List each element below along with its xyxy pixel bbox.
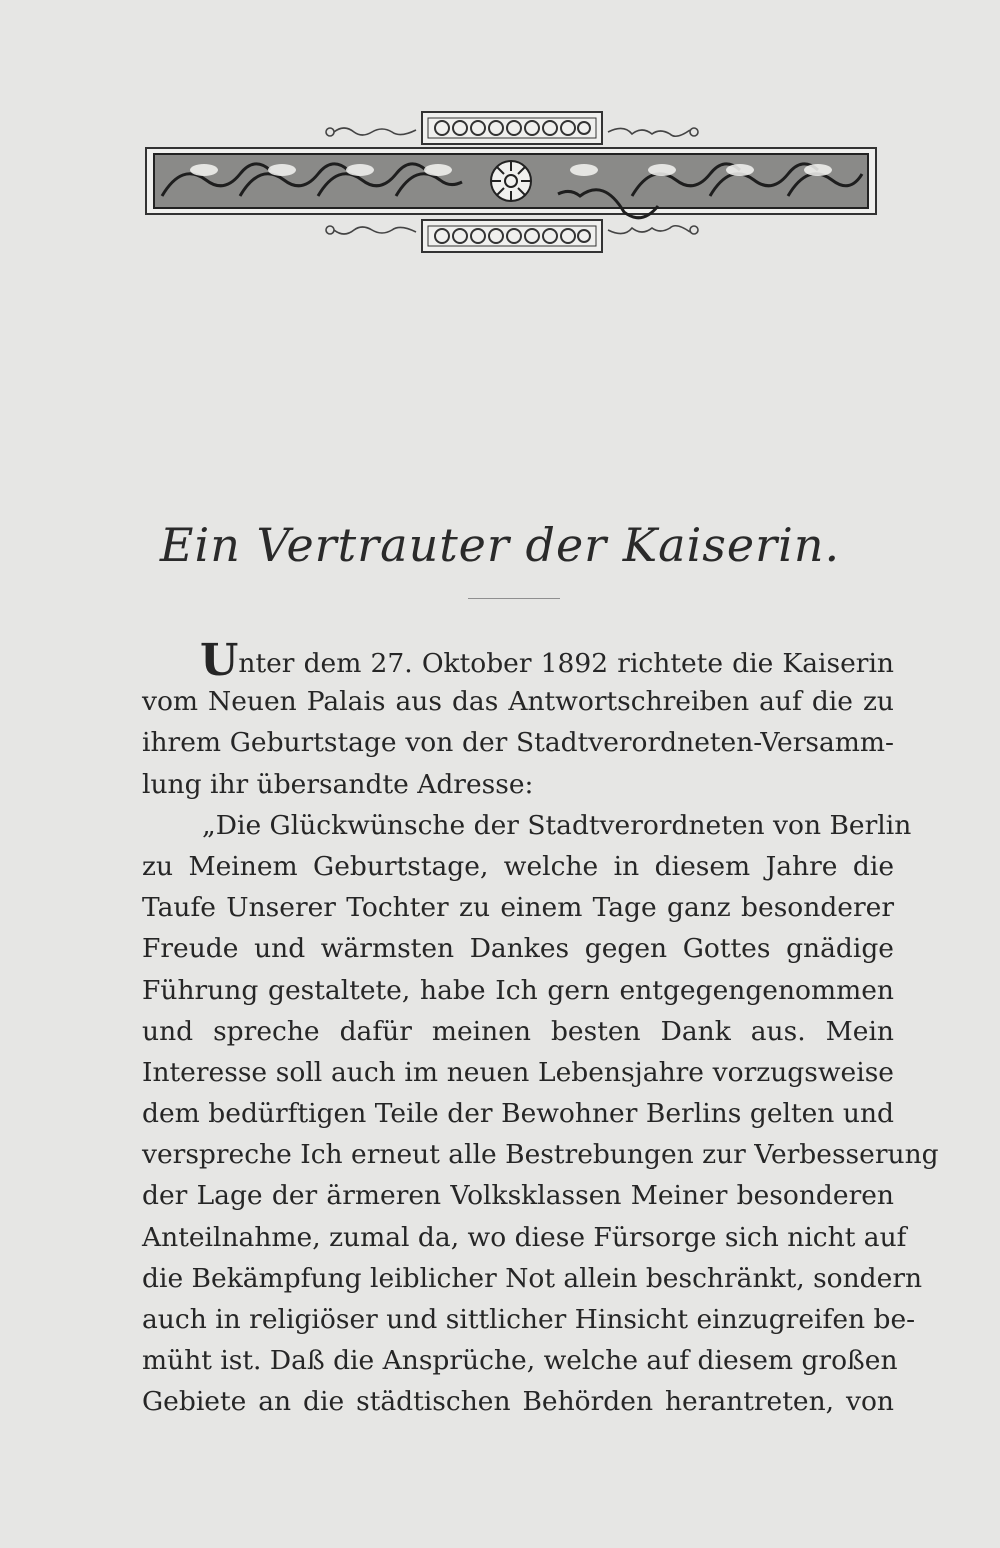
text-line: „Die Glückwünsche der Stadtverordneten von Berlin — [202, 809, 912, 841]
drop-cap: U — [200, 635, 239, 686]
text-line: lung ihr übersandte Adresse: — [142, 768, 534, 800]
decorative-banner-icon — [144, 110, 878, 255]
text-line: Anteilnahme, zumal da, wo diese Fürsorge sich nicht auf — [142, 1221, 907, 1253]
text-line: die Bekämpfung leiblicher Not allein beschränkt, sondern — [142, 1262, 923, 1294]
text-line: ihrem Geburtstage von der Stadtverordneten-Versamm- — [142, 727, 894, 759]
text-line: dem bedürftigen Teile der Bewohner Berlins gelten und — [142, 1098, 894, 1130]
text-line: und spreche dafür meinen besten Dank aus. Mein — [142, 1015, 894, 1047]
text-line: Unter dem 27. Oktober 1892 richtete die Kaiserin — [200, 635, 894, 686]
body-text — [142, 635, 939, 1423]
text-line: zu Meinem Geburtstage, welche in diesem Jahre die — [142, 850, 894, 882]
text-line: vom Neuen Palais aus das Antwortschreiben auf die zu — [142, 686, 894, 718]
text-line: auch in religiöser und sittlicher Hinsicht einzugreifen be- — [142, 1304, 916, 1335]
text-line: müht ist. Daß die Ansprüche, welche auf diesem großen — [142, 1345, 898, 1377]
text-line: der Lage der ärmeren Volksklassen Meiner besonderen — [142, 1180, 894, 1212]
text-line: Freude und wärmsten Dankes gegen Gottes gnädige — [142, 933, 894, 965]
chapter-title: Ein Vertrauter der Kaiserin. — [159, 518, 841, 572]
text-line: Gebiete an die städtischen Behörden herantreten, von — [142, 1386, 894, 1418]
title-divider — [468, 598, 560, 599]
text-line: verspreche Ich erneut alle Bestrebungen zur Verbesserung — [142, 1139, 939, 1171]
text-line: Führung gestaltete, habe Ich gern entgegengenommen — [142, 974, 894, 1006]
text-line: Taufe Unserer Tochter zu einem Tage ganz besonderer — [142, 892, 894, 924]
text-line: Interesse soll auch im neuen Lebensjahre vorzugsweise — [142, 1056, 894, 1088]
